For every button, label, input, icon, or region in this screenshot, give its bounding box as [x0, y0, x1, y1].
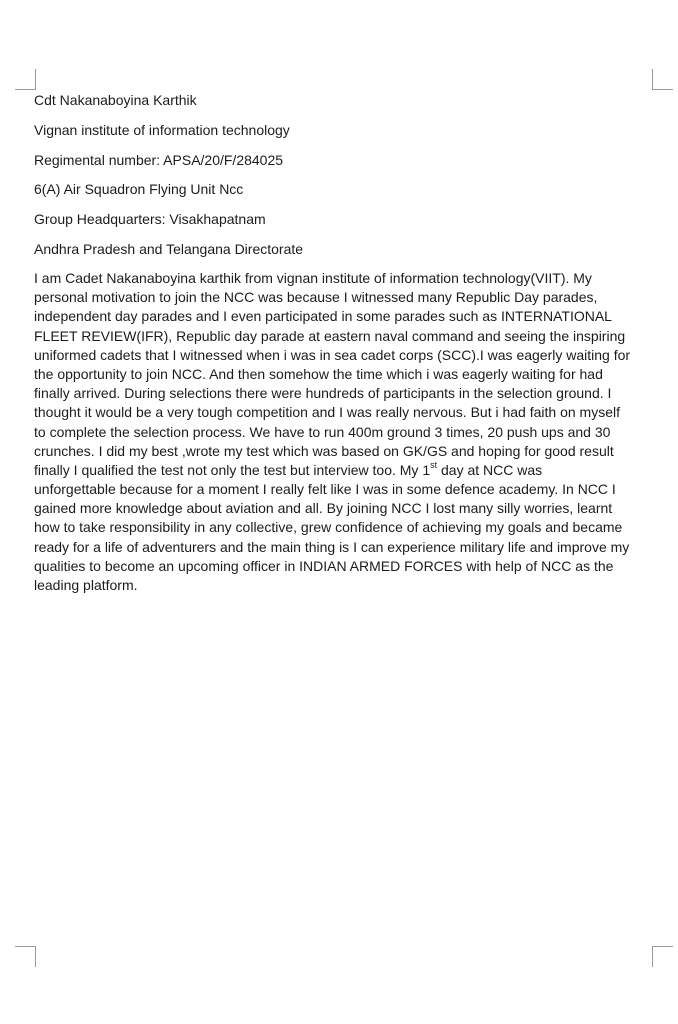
paragraph-line: crunches. I did my best ,wrote my test which was based on GK/GS and hoping for good result — [34, 442, 614, 459]
page-corner-mark-top-right — [652, 69, 673, 90]
paragraph-line-tail: day at NCC was — [437, 461, 543, 478]
paragraph-line: unforgettable because for a moment I really felt like I was in some defence academy. In NCC I — [34, 481, 616, 498]
page-corner-mark-bottom-right — [652, 946, 673, 967]
group-headquarters: Group Headquarters: Visakhapatnam — [34, 211, 266, 228]
paragraph-line: FLEET REVIEW(IFR), Republic day parade at eastern naval command and seeing the inspiring — [34, 327, 626, 344]
paragraph-line: ready for a life of adventurers and the main thing is I can experience military life and improve my — [34, 538, 630, 555]
paragraph-line: finally arrived. During selections there were hundreds of participants in the selection ground. I — [34, 385, 612, 402]
sender-details — [34, 90, 654, 269]
page-corner-mark-top-left — [15, 69, 36, 90]
page-corner-mark-bottom-left — [15, 946, 36, 967]
paragraph-line: gained more knowledge about aviation and all. By joining NCC I lost many silly worries, learnt — [34, 500, 613, 517]
paragraph-line: the opportunity to join NCC. And then somehow the time which i was eagerly waiting for had — [34, 365, 603, 382]
paragraph-line: personal motivation to join the NCC was because I witnessed many Republic Day parades, — [34, 289, 598, 306]
paragraph-line: thought it would be a very tough competition and I was really nervous. But i had faith on myself — [34, 404, 620, 421]
paragraph-line: how to take responsibility in any collective, grew confidence of achieving my goals and became — [34, 519, 623, 536]
paragraph-line: independent day parades and I even participated in some parades such as INTERNATIONAL — [34, 308, 612, 325]
ordinal-superscript: st — [430, 460, 438, 471]
regimental-number: Regimental number: APSA/20/F/284025 — [34, 151, 284, 168]
motivation-paragraph — [34, 269, 664, 595]
paragraph-line-with-superscript — [34, 461, 664, 480]
paragraph-line: to complete the selection process. We have to run 400m ground 3 times, 20 push ups and 30 — [34, 423, 611, 440]
paragraph-line: leading platform. — [34, 577, 138, 593]
paragraph-line: qualities to become an upcoming officer in INDIAN ARMED FORCES with help of NCC as the — [34, 557, 614, 574]
institute-name: Vignan institute of information technology — [34, 121, 290, 138]
paragraph-line-text: finally I qualified the test not only the test but interview too. My 1 — [34, 461, 431, 478]
directorate: Andhra Pradesh and Telangana Directorate — [34, 240, 304, 257]
unit-name: 6(A) Air Squadron Flying Unit Ncc — [34, 181, 244, 198]
paragraph-line: uniformed cadets that I witnessed when i was in sea cadet corps (SCC).I was eagerly waiting for — [34, 346, 631, 363]
paragraph-line: I am Cadet Nakanaboyina karthik from vignan institute of information technology(VIIT). My — [34, 270, 592, 286]
cadet-name: Cdt Nakanaboyina Karthik — [34, 92, 197, 108]
